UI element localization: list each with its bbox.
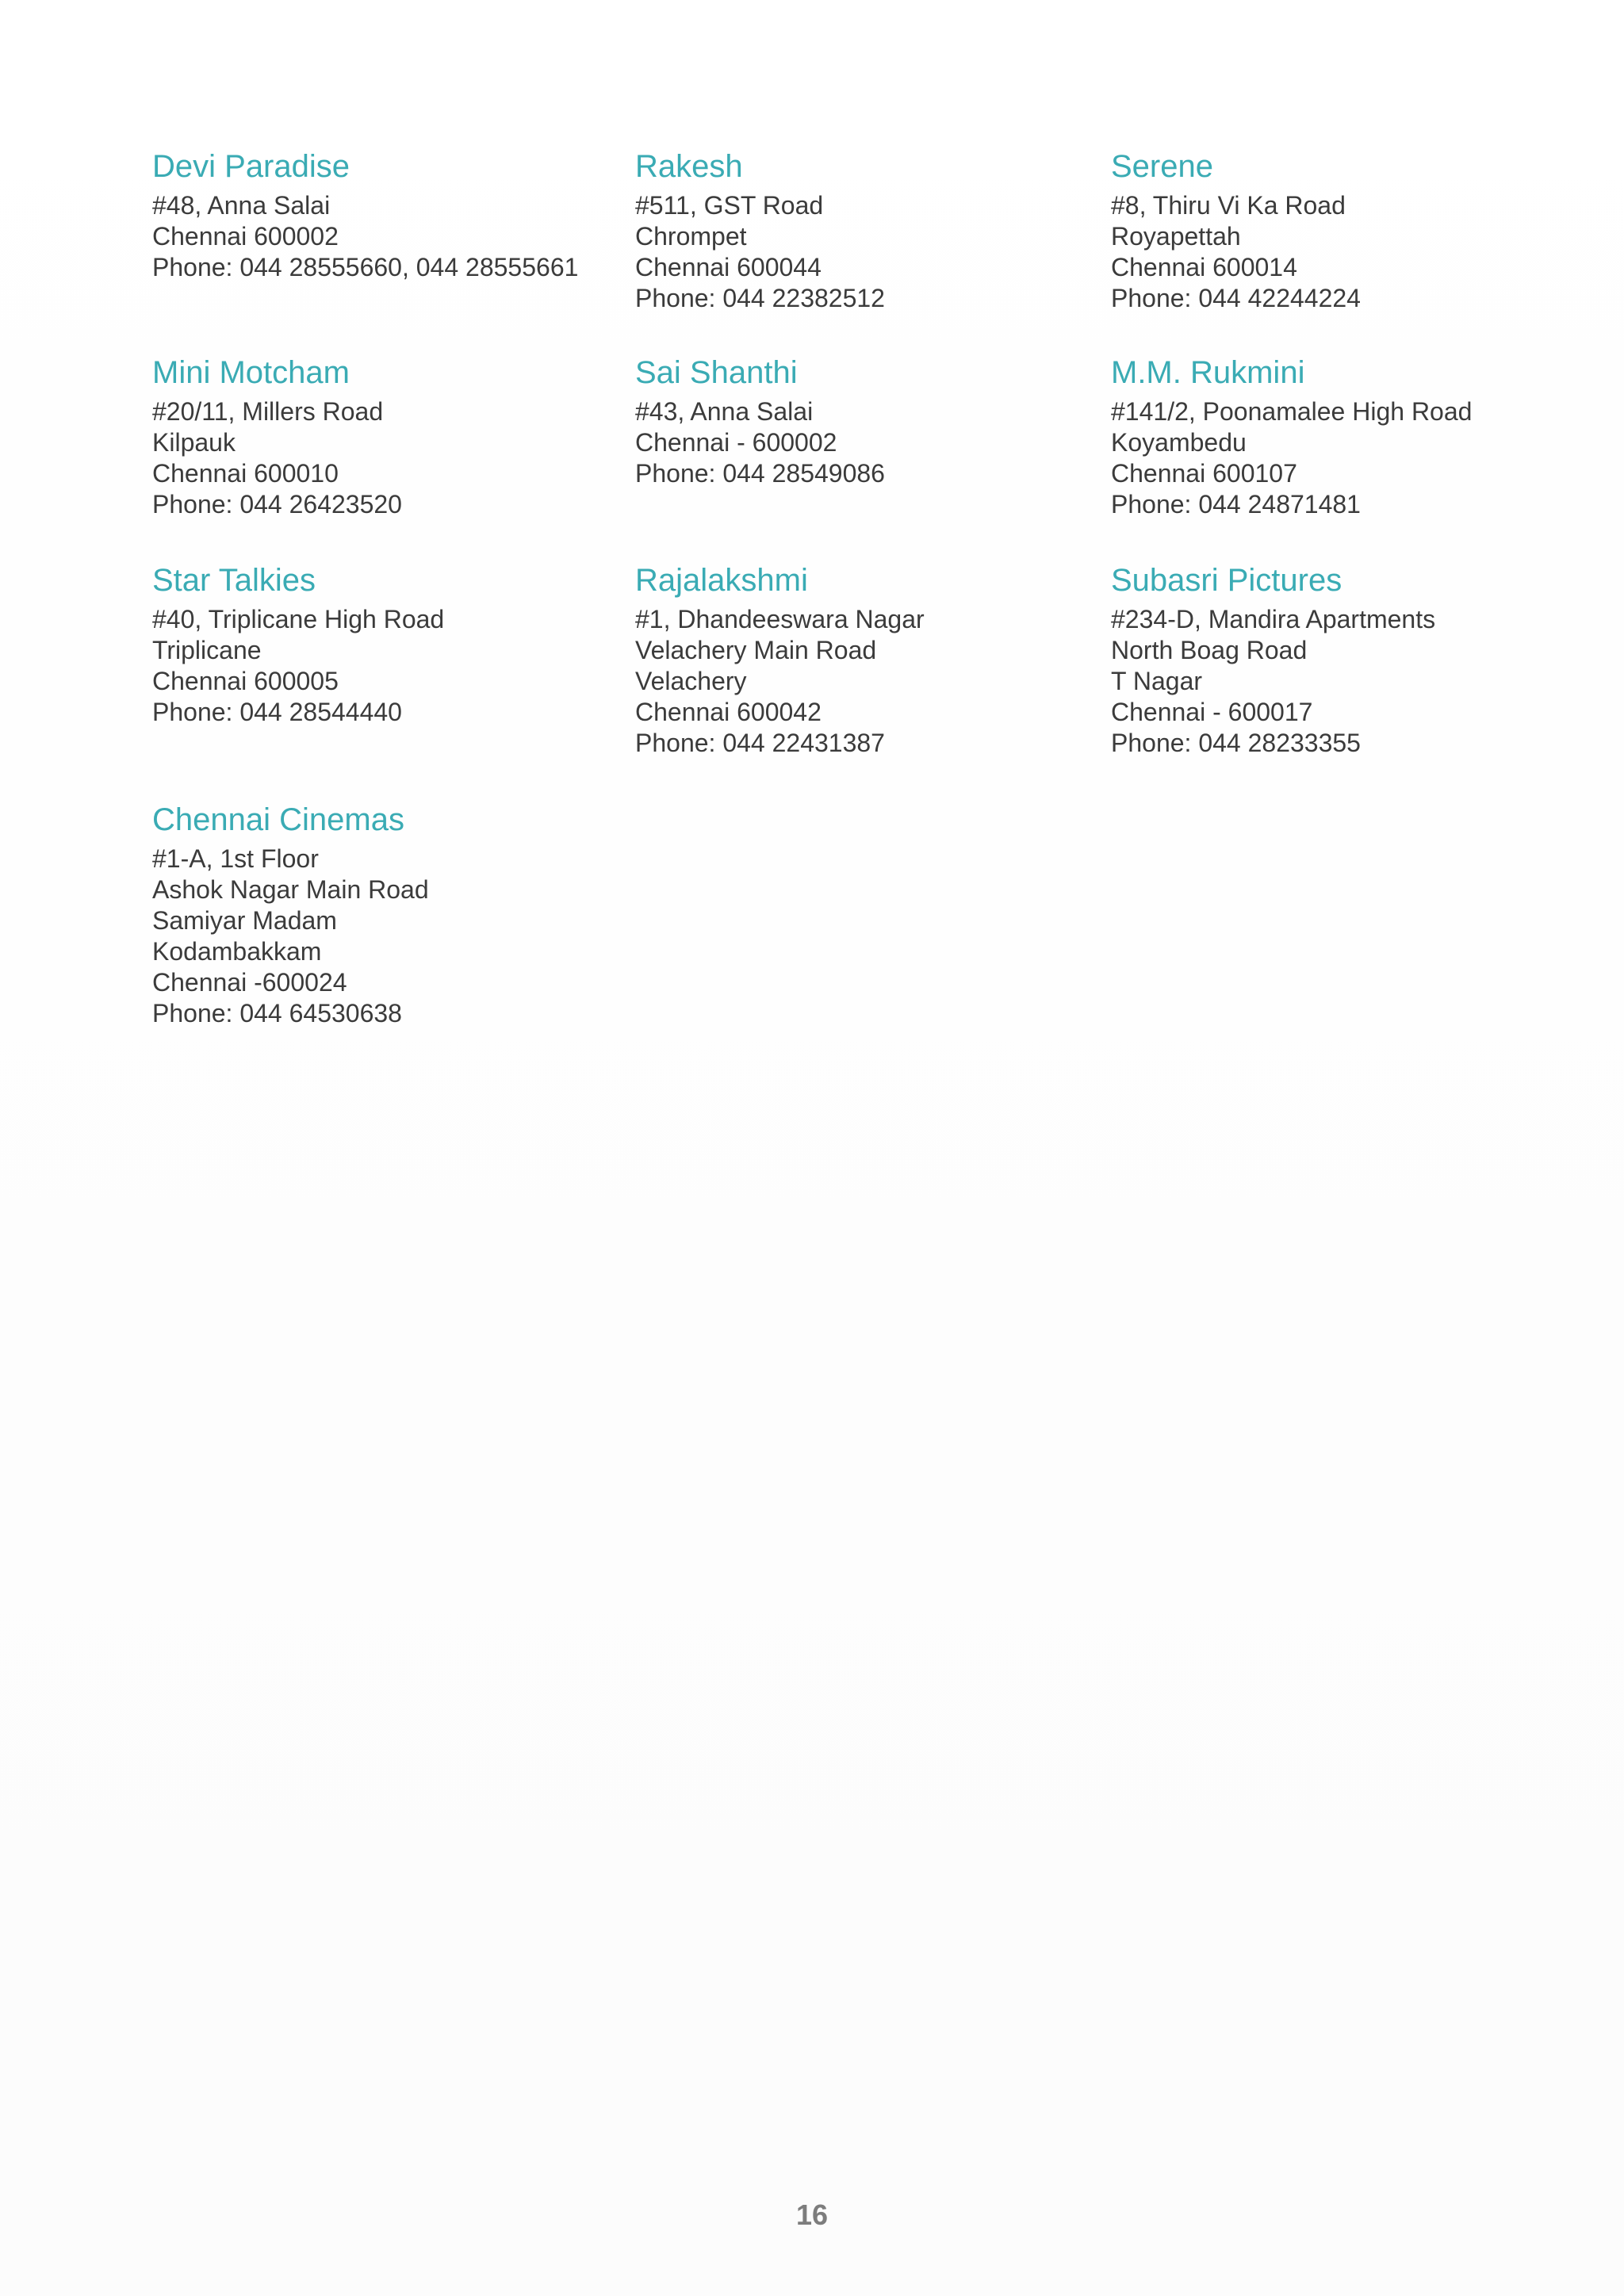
listing-name: Star Talkies xyxy=(152,563,316,598)
address-line: #8, Thiru Vi Ka Road xyxy=(1111,191,1346,220)
listing-name: Chennai Cinemas xyxy=(152,802,404,837)
listing-chennai-cinemas xyxy=(152,801,620,1029)
listing-star-talkies xyxy=(152,561,620,728)
listing-devi-paradise xyxy=(152,147,620,283)
phone-line: Phone: 044 22431387 xyxy=(635,729,885,757)
listing-mm-rukmini xyxy=(1111,354,1579,520)
listing-subasri-pictures xyxy=(1111,561,1579,759)
address-line: #40, Triplicane High Road xyxy=(152,605,445,633)
phone-line: Phone: 044 22382512 xyxy=(635,284,885,312)
address-line: #43, Anna Salai xyxy=(635,397,814,426)
address-line: Triplicane xyxy=(152,636,262,664)
address-line: Chennai -600024 xyxy=(152,968,347,997)
listing-address xyxy=(152,190,620,283)
address-line: Chennai 600107 xyxy=(1111,459,1297,488)
address-line: #1-A, 1st Floor xyxy=(152,844,319,873)
listing-name: Rajalakshmi xyxy=(635,563,808,598)
listing-sai-shanthi xyxy=(635,354,1103,489)
phone-line: Phone: 044 64530638 xyxy=(152,999,402,1027)
listing-address xyxy=(152,604,620,728)
phone-line: Phone: 044 28544440 xyxy=(152,698,402,726)
listing-address xyxy=(1111,604,1579,759)
listing-name: Subasri Pictures xyxy=(1111,563,1342,598)
address-line: Chennai 600044 xyxy=(635,253,822,281)
phone-line: Phone: 044 28549086 xyxy=(635,459,885,488)
listing-rakesh xyxy=(635,147,1103,314)
address-line: Royapettah xyxy=(1111,222,1241,251)
address-line: Velachery Main Road xyxy=(635,636,877,664)
listing-rajalakshmi xyxy=(635,561,1103,759)
address-line: Chennai 600005 xyxy=(152,667,339,695)
address-line: #20/11, Millers Road xyxy=(152,397,384,426)
address-line: Chennai 600010 xyxy=(152,459,339,488)
listing-address xyxy=(635,190,1103,314)
address-line: Chennai 600002 xyxy=(152,222,339,251)
listing-address xyxy=(1111,396,1579,520)
address-line: Koyambedu xyxy=(1111,428,1247,457)
listing-name: M.M. Rukmini xyxy=(1111,355,1305,390)
address-line: Samiyar Madam xyxy=(152,906,337,935)
address-line: Chrompet xyxy=(635,222,747,251)
phone-line: Phone: 044 28233355 xyxy=(1111,729,1361,757)
address-line: #1, Dhandeeswara Nagar xyxy=(635,605,925,633)
address-line: Kodambakkam xyxy=(152,937,322,966)
listing-name: Sai Shanthi xyxy=(635,355,798,390)
listing-name: Devi Paradise xyxy=(152,149,350,184)
address-line: Chennai - 600002 xyxy=(635,428,837,457)
listing-address xyxy=(635,396,1103,489)
listing-mini-motcham xyxy=(152,354,620,520)
listing-address xyxy=(152,396,620,520)
listing-address xyxy=(152,844,620,1029)
phone-line: Phone: 044 28555660, 044 28555661 xyxy=(152,253,579,281)
listing-serene xyxy=(1111,147,1579,314)
page-number: 16 xyxy=(795,2198,829,2231)
listing-name: Mini Motcham xyxy=(152,355,350,390)
address-line: Velachery xyxy=(635,667,747,695)
listing-address xyxy=(635,604,1103,759)
address-line: Chennai - 600017 xyxy=(1111,698,1313,726)
phone-line: Phone: 044 24871481 xyxy=(1111,490,1361,519)
listing-address xyxy=(1111,190,1579,314)
phone-line: Phone: 044 26423520 xyxy=(152,490,402,519)
address-line: Kilpauk xyxy=(152,428,236,457)
address-line: North Boag Road xyxy=(1111,636,1308,664)
listing-name: Serene xyxy=(1111,149,1213,184)
address-line: Chennai 600014 xyxy=(1111,253,1297,281)
phone-line: Phone: 044 42244224 xyxy=(1111,284,1361,312)
address-line: #234-D, Mandira Apartments xyxy=(1111,605,1436,633)
address-line: #141/2, Poonamalee High Road xyxy=(1111,397,1473,426)
address-line: T Nagar xyxy=(1111,667,1203,695)
address-line: #511, GST Road xyxy=(635,191,824,220)
address-line: Chennai 600042 xyxy=(635,698,822,726)
listing-name: Rakesh xyxy=(635,149,743,184)
address-line: #48, Anna Salai xyxy=(152,191,331,220)
address-line: Ashok Nagar Main Road xyxy=(152,875,429,904)
